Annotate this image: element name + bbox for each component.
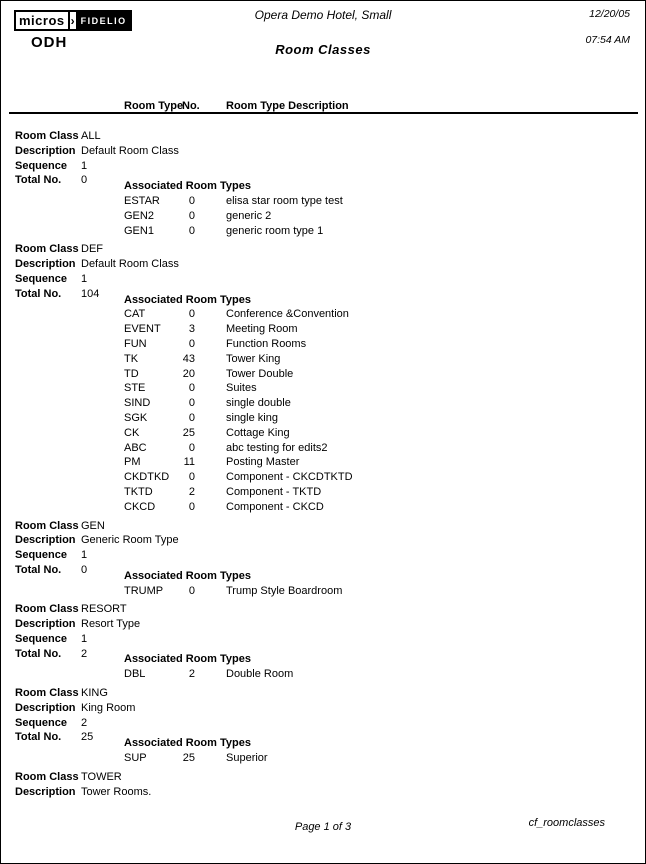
room-type-code: SUP [124, 752, 147, 765]
room-type-code: STE [124, 382, 146, 395]
room-type-description: single double [226, 397, 291, 410]
associated-room-type-row [124, 307, 645, 322]
description-row [1, 617, 645, 632]
associated-room-type-row [124, 667, 645, 682]
room-class-value: DEF [81, 243, 103, 256]
room-type-description: Meeting Room [226, 323, 298, 336]
total-no-value: 0 [81, 563, 88, 576]
room-class-row [1, 602, 645, 617]
sequence-row [1, 632, 645, 647]
report-date: 12/20/05 [589, 8, 630, 20]
associated-room-type-row [124, 337, 645, 352]
room-count: 0 [188, 411, 195, 424]
associated-room-type-row [124, 411, 645, 426]
description-row [1, 533, 645, 548]
room-class-section [1, 519, 645, 599]
total-no-label: Total No. [15, 287, 62, 300]
room-type-description: Function Rooms [226, 337, 307, 350]
room-count: 0 [188, 382, 195, 395]
room-type-description: Double Room [226, 668, 294, 681]
room-type-code: PM [124, 456, 141, 469]
description-label: Description [15, 618, 76, 631]
description-value: King Room [81, 701, 136, 714]
room-class-label: Room Class [15, 130, 79, 142]
room-count: 20 [182, 367, 195, 380]
report-file-name: cf_roomclasses [528, 817, 605, 829]
room-type-description: Posting Master [226, 456, 300, 469]
room-type-description: Trump Style Boardroom [226, 584, 343, 597]
associated-room-types-title: Associated Room Types [124, 737, 251, 750]
room-count: 0 [188, 584, 195, 597]
associated-room-type-row [124, 367, 645, 382]
associated-room-type-row [124, 441, 645, 456]
total-no-label: Total No. [15, 731, 62, 744]
room-class-row [1, 519, 645, 534]
associated-room-types-title: Associated Room Types [124, 569, 251, 582]
associated-room-type-row [124, 322, 645, 337]
room-type-description: Tower King [226, 352, 281, 365]
room-count: 0 [188, 500, 195, 513]
room-class-row [1, 770, 645, 785]
room-type-description: abc testing for edits2 [226, 441, 328, 454]
column-header-room-type: Room Type [124, 100, 184, 112]
header-divider [9, 112, 638, 114]
description-row [1, 144, 645, 159]
description-label: Description [15, 701, 76, 714]
report-body [1, 125, 645, 799]
associated-room-types-title: Associated Room Types [124, 653, 251, 666]
room-type-code: TRUMP [124, 584, 164, 597]
property-code: ODH [31, 34, 68, 51]
room-class-section [1, 129, 645, 238]
room-count: 11 [183, 456, 195, 469]
sequence-value: 1 [81, 272, 88, 285]
description-label: Description [15, 534, 76, 547]
room-class-row [1, 242, 645, 257]
logo-fidelio-text: FIDELIO [76, 10, 132, 31]
room-count: 0 [188, 194, 195, 207]
associated-room-types-title: Associated Room Types [124, 180, 251, 193]
description-value: Default Room Class [81, 144, 179, 157]
total-no-label: Total No. [15, 174, 62, 187]
room-class-value: KING [81, 687, 108, 700]
room-type-code: TK [124, 352, 139, 365]
room-class-label: Room Class [15, 687, 79, 700]
description-label: Description [15, 258, 76, 271]
total-no-value: 2 [81, 647, 88, 660]
total-no-label: Total No. [15, 563, 62, 576]
associated-room-type-row [124, 381, 645, 396]
sequence-value: 1 [81, 632, 88, 645]
room-type-description: Component - TKTD [226, 485, 322, 498]
room-count: 2 [188, 485, 195, 498]
room-type-code: SGK [124, 411, 148, 424]
room-count: 0 [188, 224, 195, 237]
column-header-no: No. [182, 100, 200, 112]
room-type-code: GEN1 [124, 224, 154, 237]
sequence-label: Sequence [15, 716, 67, 729]
room-count: 43 [182, 352, 195, 365]
room-class-value: ALL [81, 130, 101, 142]
sequence-label: Sequence [15, 632, 67, 645]
room-count: 0 [188, 337, 195, 350]
total-no-value: 25 [81, 731, 94, 744]
associated-room-type-row [124, 500, 645, 515]
report-title: Room Classes [275, 42, 371, 57]
room-class-label: Room Class [15, 519, 79, 532]
room-class-label: Room Class [15, 603, 79, 616]
room-type-description: Component - CKCD [226, 500, 324, 513]
sequence-value: 2 [81, 716, 88, 729]
room-type-code: DBL [124, 668, 146, 681]
associated-room-types-block [124, 293, 645, 515]
room-class-section [1, 686, 645, 766]
logo-arrow-icon: › [70, 10, 76, 31]
sequence-value: 1 [81, 549, 88, 562]
description-value: Tower Rooms. [81, 785, 152, 798]
room-count: 3 [188, 323, 195, 336]
associated-room-type-row [124, 470, 645, 485]
total-no-label: Total No. [15, 647, 62, 660]
description-row [1, 785, 645, 800]
associated-room-types-block [124, 652, 645, 682]
room-class-section [1, 242, 645, 514]
room-type-description: Suites [226, 382, 257, 395]
column-header-room-type-description: Room Type Description [226, 100, 349, 112]
associated-room-types-block [124, 736, 645, 766]
associated-room-types-block [124, 569, 645, 599]
associated-room-type-row [124, 224, 645, 239]
total-no-value: 0 [81, 174, 88, 187]
sequence-label: Sequence [15, 549, 67, 562]
room-class-label: Room Class [15, 770, 79, 783]
associated-room-type-row [124, 584, 645, 599]
room-count: 25 [182, 426, 195, 439]
room-type-description: generic room type 1 [226, 224, 324, 237]
room-type-code: ABC [124, 441, 147, 454]
room-count: 0 [188, 397, 195, 410]
room-count: 0 [188, 471, 195, 484]
sequence-label: Sequence [15, 159, 67, 172]
page-number: Page 1 of 3 [294, 821, 352, 833]
associated-room-type-row [124, 352, 645, 367]
room-class-value: RESORT [81, 603, 127, 616]
associated-room-type-row [124, 455, 645, 470]
room-type-code: TD [124, 367, 139, 380]
room-type-code: CK [124, 426, 140, 439]
room-class-section [1, 770, 645, 800]
associated-room-type-row [124, 485, 645, 500]
room-type-description: Conference &Convention [226, 308, 349, 321]
room-count: 0 [188, 209, 195, 222]
description-row [1, 257, 645, 272]
room-type-code: FUN [124, 337, 147, 350]
sequence-label: Sequence [15, 272, 67, 285]
room-type-description: Tower Double [226, 367, 294, 380]
report-time: 07:54 AM [585, 34, 630, 46]
sequence-row [1, 159, 645, 174]
room-type-description: single king [226, 411, 278, 424]
room-type-description: generic 2 [226, 209, 272, 222]
associated-room-type-row [124, 396, 645, 411]
room-count: 0 [188, 308, 195, 321]
sequence-row [1, 548, 645, 563]
description-label: Description [15, 144, 76, 157]
sequence-value: 1 [81, 159, 88, 172]
total-no-value: 104 [81, 287, 100, 300]
associated-room-type-row [124, 751, 645, 766]
associated-room-type-row [124, 194, 645, 209]
room-type-code: EVENT [124, 323, 161, 336]
room-type-code: CKDTKD [124, 471, 170, 484]
room-class-row [1, 686, 645, 701]
associated-room-type-row [124, 426, 645, 441]
room-type-description: elisa star room type test [226, 194, 343, 207]
room-type-code: TKTD [124, 485, 153, 498]
logo-micros-text: micros [14, 10, 70, 31]
room-type-description: Component - CKCDTKTD [226, 471, 353, 484]
description-value: Default Room Class [81, 258, 179, 271]
room-type-code: CAT [124, 308, 146, 321]
room-count: 25 [182, 752, 195, 765]
room-count: 0 [188, 441, 195, 454]
room-type-code: SIND [124, 397, 151, 410]
description-value: Generic Room Type [81, 534, 179, 547]
associated-room-types-block [124, 179, 645, 238]
associated-room-types-title: Associated Room Types [124, 293, 251, 306]
description-value: Resort Type [81, 618, 141, 631]
description-row [1, 701, 645, 716]
description-label: Description [15, 785, 76, 798]
room-class-value: TOWER [81, 770, 122, 783]
room-class-label: Room Class [15, 243, 79, 256]
room-type-description: Cottage King [226, 426, 290, 439]
room-class-section [1, 602, 645, 682]
hotel-name: Opera Demo Hotel, Small [254, 8, 392, 22]
room-class-row [1, 129, 645, 144]
sequence-row [1, 272, 645, 287]
room-class-value: GEN [81, 519, 105, 532]
associated-room-type-row [124, 209, 645, 224]
room-type-description: Superior [226, 752, 268, 765]
room-count: 2 [188, 668, 195, 681]
room-type-code: CKCD [124, 500, 156, 513]
room-type-code: ESTAR [124, 194, 160, 207]
sequence-row [1, 716, 645, 731]
room-type-code: GEN2 [124, 209, 154, 222]
